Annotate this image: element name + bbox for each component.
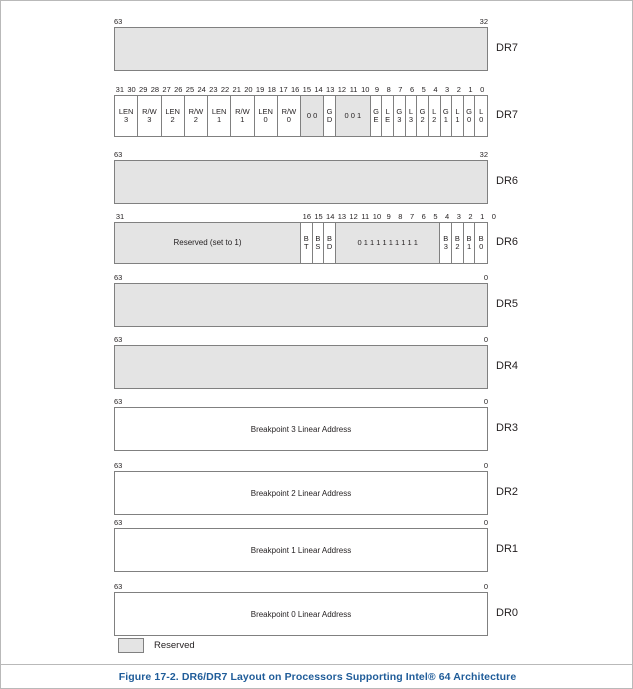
field-label-line2: D: [326, 242, 333, 251]
dr7-field-8: [301, 96, 324, 136]
bit-tick-7: 7: [409, 212, 415, 221]
dr7-field-6: [255, 96, 278, 136]
bit-tick-31: 31: [115, 85, 125, 94]
bit-tick-2: 2: [456, 85, 461, 94]
bit-range-ticks: [114, 581, 488, 592]
field-label-line1: B: [478, 233, 484, 243]
bit-tick-16: 16: [290, 85, 300, 94]
field-label-line2: 1: [455, 115, 460, 124]
bit-tick-31: 31: [115, 212, 125, 221]
register-name-dr6-high: DR6: [496, 175, 519, 187]
field-label-line1: G: [396, 106, 403, 116]
bit-tick-10: 10: [372, 212, 382, 221]
bit-tick-lsb: 0: [483, 273, 488, 282]
dr7-field-2: [162, 96, 185, 136]
bit-tick-3: 3: [445, 85, 450, 94]
bit-tick-1: 1: [468, 85, 473, 94]
register-name-dr2: DR2: [496, 486, 519, 498]
breakpoint-address-label: Breakpoint 2 Linear Address: [250, 488, 352, 498]
field-label-line1: G: [326, 106, 333, 116]
field-label-line1: 0 0: [306, 110, 318, 120]
field-label-line1: L: [408, 106, 414, 116]
bit-tick-30: 30: [127, 85, 136, 94]
bit-tick-8: 8: [386, 85, 391, 94]
dr6-field-4: [336, 223, 441, 263]
dr7-field-18: [452, 96, 464, 136]
bit-range-ticks: [114, 149, 488, 160]
bit-tick-msb: 63: [114, 582, 123, 591]
dr6-field-7: [464, 223, 476, 263]
legend-reserved-label: Reserved: [154, 640, 195, 651]
field-label-line1: 0 1 1 1 1 1 1 1 1 1: [357, 237, 418, 247]
bit-range-ticks: [114, 334, 488, 345]
field-label-line1: B: [454, 233, 460, 243]
bit-tick-14: 14: [314, 85, 323, 94]
register-box-text: [115, 28, 487, 70]
bit-range-ticks: [114, 272, 488, 283]
field-label-line1: LEN: [118, 106, 134, 116]
bit-tick-15: 15: [314, 212, 323, 221]
bit-range-ticks: [114, 16, 488, 27]
bit-tick-5: 5: [421, 85, 426, 94]
dr7-field-10: [336, 96, 371, 136]
field-label-line1: L: [385, 106, 390, 116]
field-label-line2: 1: [466, 242, 472, 251]
bit-tick-22: 22: [220, 85, 230, 94]
bit-tick-12: 12: [349, 212, 358, 221]
dr6-field-2: [313, 223, 325, 263]
field-label-line2: 1: [240, 115, 245, 124]
dr7-field-14: [406, 96, 418, 136]
bit-tick-11: 11: [361, 212, 370, 221]
register-name-dr4: DR4: [496, 360, 519, 372]
field-label-line1: B: [466, 233, 472, 243]
register-box-dr4: [114, 345, 488, 389]
field-label-line2: 3: [147, 115, 152, 124]
dr7-field-7: [278, 96, 301, 136]
bit-tick-15: 15: [302, 85, 312, 94]
bit-tick-14: 14: [326, 212, 335, 221]
register-name-dr0: DR0: [496, 607, 519, 619]
bit-tick-lsb: 0: [483, 518, 488, 527]
field-label-line1: LEN: [211, 106, 227, 116]
bit-tick-19: 19: [255, 85, 265, 94]
bit-tick-6: 6: [421, 212, 426, 221]
bit-tick-27: 27: [162, 85, 171, 94]
field-label-line1: Reserved (set to 1): [173, 238, 242, 247]
breakpoint-address-label: Breakpoint 1 Linear Address: [250, 545, 352, 555]
register-box-text: [115, 346, 487, 388]
bit-number-ticks-dr7: [114, 84, 488, 95]
register-name-dr7-low: DR7: [496, 109, 519, 121]
dr6-field-6: [452, 223, 464, 263]
dr7-field-9: [324, 96, 336, 136]
breakpoint-address-label: Breakpoint 0 Linear Address: [250, 609, 352, 619]
bit-tick-msb: 63: [114, 273, 123, 282]
legend: [118, 638, 195, 653]
bit-tick-9: 9: [386, 212, 391, 221]
bit-tick-13: 13: [326, 85, 335, 94]
field-label-line2: 2: [420, 115, 425, 124]
field-label-line2: E: [385, 115, 391, 124]
bit-tick-0: 0: [480, 85, 485, 94]
figure-caption: Figure 17-2. DR6/DR7 Layout on Processors Supporting Intel® 64 Architecture: [118, 671, 517, 683]
dr6-field-3: [324, 223, 336, 263]
register-box-dr6-high: [114, 160, 488, 204]
dr6-field-0: [115, 223, 301, 263]
field-label-line1: R/W: [281, 106, 297, 116]
bit-tick-24: 24: [197, 85, 206, 94]
field-label-line1: B: [315, 233, 321, 243]
dr7-field-13: [394, 96, 406, 136]
field-label-line1: L: [455, 106, 460, 116]
bit-tick-18: 18: [267, 85, 276, 94]
bit-range-ticks: [114, 396, 488, 407]
field-label-line1: R/W: [188, 106, 204, 116]
bit-tick-lsb: 0: [483, 335, 488, 344]
bit-tick-msb: 63: [114, 150, 123, 159]
dr7-field-19: [464, 96, 476, 136]
field-label-line2: 2: [455, 242, 460, 251]
register-box-dr1: [114, 528, 488, 572]
bit-tick-29: 29: [139, 85, 148, 94]
field-label-line2: S: [315, 242, 321, 251]
breakpoint-address-label: Breakpoint 3 Linear Address: [250, 424, 352, 434]
field-label-line2: D: [326, 115, 333, 124]
bit-tick-msb: 63: [114, 17, 123, 26]
bit-tick-6: 6: [409, 85, 415, 94]
field-label-line2: 0: [466, 115, 472, 124]
dr7-field-11: [371, 96, 383, 136]
register-box-dr3: [114, 407, 488, 451]
bit-number-ticks-dr6: [114, 211, 496, 222]
field-label-line1: L: [432, 106, 437, 116]
dr7-field-20: [475, 96, 487, 136]
field-label-line2: 2: [432, 115, 437, 124]
bit-range-ticks: [114, 460, 488, 471]
dr7-field-15: [417, 96, 429, 136]
dr7-field-1: [138, 96, 161, 136]
dr7-field-12: [382, 96, 394, 136]
bit-tick-4: 4: [433, 85, 438, 94]
bit-tick-28: 28: [150, 85, 160, 94]
register-box-text: [115, 161, 487, 203]
field-label-line2: 3: [397, 115, 402, 124]
figure-container: [1, 4, 632, 664]
dr7-field-0: [115, 96, 138, 136]
bit-tick-23: 23: [209, 85, 218, 94]
bit-tick-12: 12: [337, 85, 347, 94]
register-box-dr6-low: [114, 222, 488, 264]
field-label-line2: 3: [443, 242, 448, 251]
field-label-line1: LEN: [258, 106, 273, 116]
field-label-line2: 0: [263, 115, 268, 124]
field-label-line1: G: [442, 106, 449, 116]
bit-tick-16: 16: [302, 212, 312, 221]
register-name-dr1: DR1: [496, 543, 519, 555]
register-box-dr2: [114, 471, 488, 515]
field-label-line1: G: [466, 106, 472, 116]
bit-tick-5: 5: [433, 212, 438, 221]
field-label-line2: 0: [286, 115, 291, 124]
bit-tick-7: 7: [398, 85, 403, 94]
field-label-line2: 1: [217, 115, 222, 124]
legend-reserved-swatch: [118, 638, 144, 653]
field-label-line2: T: [304, 242, 309, 251]
field-label-line1: LEN: [165, 106, 180, 116]
bit-tick-msb: 63: [114, 461, 123, 470]
bit-tick-msb: 63: [114, 335, 123, 344]
dr6-field-1: [301, 223, 313, 263]
bit-tick-17: 17: [279, 85, 288, 94]
field-label-line1: G: [419, 106, 426, 116]
bit-tick-10: 10: [361, 85, 370, 94]
bit-tick-msb: 63: [114, 397, 123, 406]
register-name-dr3: DR3: [496, 422, 519, 434]
field-label-line1: L: [479, 106, 484, 116]
bit-tick-8: 8: [398, 212, 403, 221]
field-label-line1: B: [443, 233, 449, 243]
register-name-dr7-high: DR7: [496, 42, 519, 54]
bit-range-ticks: [114, 517, 488, 528]
dr6-field-5: [440, 223, 452, 263]
register-name-dr6-low: DR6: [496, 236, 519, 248]
field-label-line2: 2: [193, 115, 198, 124]
bit-tick-21: 21: [232, 85, 241, 94]
figure-divider: [1, 664, 633, 665]
dr7-field-4: [208, 96, 231, 136]
field-label-line1: G: [373, 106, 379, 116]
register-name-dr5: DR5: [496, 298, 519, 310]
bit-tick-9: 9: [374, 85, 380, 94]
field-label-line1: R/W: [142, 106, 157, 116]
bit-tick-4: 4: [445, 212, 450, 221]
dr7-field-3: [185, 96, 208, 136]
dr7-field-17: [441, 96, 453, 136]
bit-tick-1: 1: [480, 212, 485, 221]
bit-tick-11: 11: [349, 85, 358, 94]
bit-tick-25: 25: [185, 85, 195, 94]
field-label-line2: 3: [124, 115, 129, 124]
field-label-line2: 1: [443, 115, 448, 124]
bit-tick-msb: 63: [114, 518, 123, 527]
bit-tick-lsb: 32: [479, 150, 488, 159]
field-label-line2: E: [373, 115, 379, 124]
dr6-field-8: [475, 223, 487, 263]
field-label-line2: 3: [408, 115, 414, 124]
field-label-line2: 2: [170, 115, 175, 124]
bit-tick-lsb: 0: [483, 582, 488, 591]
dr7-field-16: [429, 96, 441, 136]
field-label-line1: 0 0 1: [344, 110, 362, 120]
bit-tick-3: 3: [456, 212, 461, 221]
bit-tick-2: 2: [468, 212, 473, 221]
bit-tick-26: 26: [174, 85, 183, 94]
register-box-dr0: [114, 592, 488, 636]
field-label-line2: 0: [479, 115, 484, 124]
bit-tick-lsb: 32: [479, 17, 488, 26]
register-box-text: [115, 284, 487, 326]
bit-tick-lsb: 0: [483, 397, 488, 406]
field-label-line1: B: [327, 233, 333, 243]
bit-tick-lsb: 0: [483, 461, 488, 470]
field-label-line1: B: [303, 233, 309, 243]
bit-tick-13: 13: [337, 212, 347, 221]
field-label-line1: R/W: [235, 106, 250, 116]
dr7-field-5: [231, 96, 254, 136]
register-box-dr7-high: [114, 27, 488, 71]
register-box-dr7-low: [114, 95, 488, 137]
register-box-dr5: [114, 283, 488, 327]
bit-tick-20: 20: [244, 85, 253, 94]
field-label-line2: 0: [479, 242, 484, 251]
bit-tick-0: 0: [491, 212, 496, 221]
